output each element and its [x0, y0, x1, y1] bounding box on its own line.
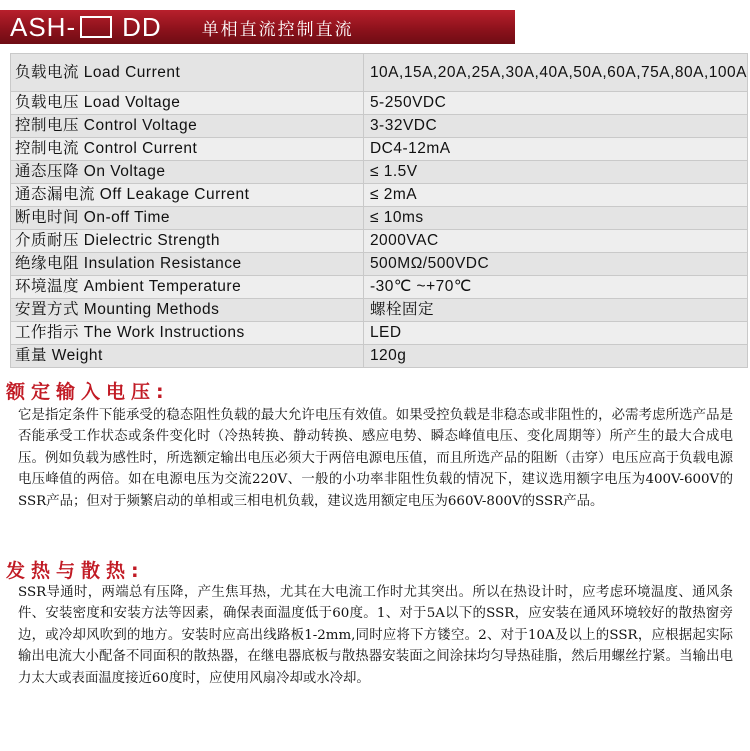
spec-value: 5-250VDC	[363, 92, 747, 115]
spec-table	[10, 53, 748, 368]
spec-label: 安置方式 Mounting Methods	[11, 299, 364, 322]
section-body-heat-dissipation: SSR导通时，两端总有压降，产生焦耳热，尤其在大电流工作时尤其突出。所以在热设计时，应考虑环境温度、通风条件、安装密度和安装方法等因素，确保表面温度低于60度。1、对于5A以下的SSR，应安装在通风环境较好的散热窗旁边，或冷却风吹到的地方。安装时应高出线路板1-2mm,同时应将下方镂空。2、对于10A及以上的SSR，应根据起实际输出电流大小配备不同面积的散热器，在继电器底板与散热器安装面之间涂抹均匀导热硅脂，然后用螺丝拧紧。当输出电力太大或表面温度接近60度时，应使用风扇冷却或水冷却。	[18, 585, 733, 686]
model-prefix: ASH-	[10, 11, 77, 42]
spec-label: 工作指示 The Work Instructions	[11, 322, 364, 345]
spec-value: 500MΩ/500VDC	[363, 253, 747, 276]
spec-row	[11, 345, 748, 368]
spec-label: 负载电压 Load Voltage	[11, 92, 364, 115]
spec-value: 120g	[363, 345, 747, 368]
spec-label: 重量 Weight	[11, 345, 364, 368]
model-suffix: DD	[122, 11, 162, 42]
spec-row	[11, 161, 748, 184]
spec-row	[11, 54, 748, 92]
spec-value: 螺栓固定	[363, 299, 747, 322]
spec-row	[11, 230, 748, 253]
spec-label: 绝缘电阻 Insulation Resistance	[11, 253, 364, 276]
spec-label: 通态漏电流 Off Leakage Current	[11, 184, 364, 207]
spec-label: 环境温度 Ambient Temperature	[11, 276, 364, 299]
spec-value: ≤ 2mA	[363, 184, 747, 207]
spec-row	[11, 276, 748, 299]
model-placeholder-box	[80, 16, 112, 38]
spec-value: 2000VAC	[363, 230, 747, 253]
spec-label: 断电时间 On-off Time	[11, 207, 364, 230]
title-banner	[0, 10, 515, 44]
spec-value: 3-32VDC	[363, 115, 747, 138]
spec-row	[11, 207, 748, 230]
spec-row	[11, 299, 748, 322]
spec-value: 10A,15A,20A,25A,30A,40A,50A,60A,75A,80A,100A	[363, 54, 747, 92]
spec-value: ≤ 1.5V	[363, 161, 747, 184]
spec-row	[11, 92, 748, 115]
spec-row	[11, 253, 748, 276]
spec-value: DC4-12mA	[363, 138, 747, 161]
spec-row	[11, 115, 748, 138]
spec-label: 负载电流 Load Current	[11, 54, 364, 92]
spec-label: 介质耐压 Dielectric Strength	[11, 230, 364, 253]
spec-row	[11, 138, 748, 161]
section-body-rated-input-voltage: 它是指定条件下能承受的稳态阻性负载的最大允许电压有效值。如果受控负载是非稳态或非阻性的，必需考虑所选产品是否能承受工作状态或条件变化时（冷热转换、静动转换、感应电势、瞬态峰值电压、变化周期等）所产生的最大合成电压。例如负载为感性时，所选额定输出电压必须大于两倍电源电压值，而且所选产品的阻断（击穿）电压应高于负载电源电压峰值的两倍。如在电源电压为交流220V、一般的小功率非阻性负载的情况下，建议选用额字电压为400V-600V的SSR产品；但对于频繁启动的单相或三相电机负载，建议选用额定电压为660V-800V的SSR产品。	[18, 408, 733, 509]
section-title-heat-dissipation: 发热与散热:	[6, 560, 145, 582]
spec-value: LED	[363, 322, 747, 345]
spec-row	[11, 322, 748, 345]
spec-label: 控制电流 Control Current	[11, 138, 364, 161]
model-name	[10, 12, 162, 43]
product-subtitle: 单相直流控制直流	[201, 19, 354, 40]
spec-value: -30℃ ~+70℃	[363, 276, 747, 299]
section-title-rated-input-voltage: 额定输入电压:	[6, 381, 170, 403]
spec-row	[11, 184, 748, 207]
spec-label: 控制电压 Control Voltage	[11, 115, 364, 138]
spec-value: ≤ 10ms	[363, 207, 747, 230]
spec-label: 通态压降 On Voltage	[11, 161, 364, 184]
